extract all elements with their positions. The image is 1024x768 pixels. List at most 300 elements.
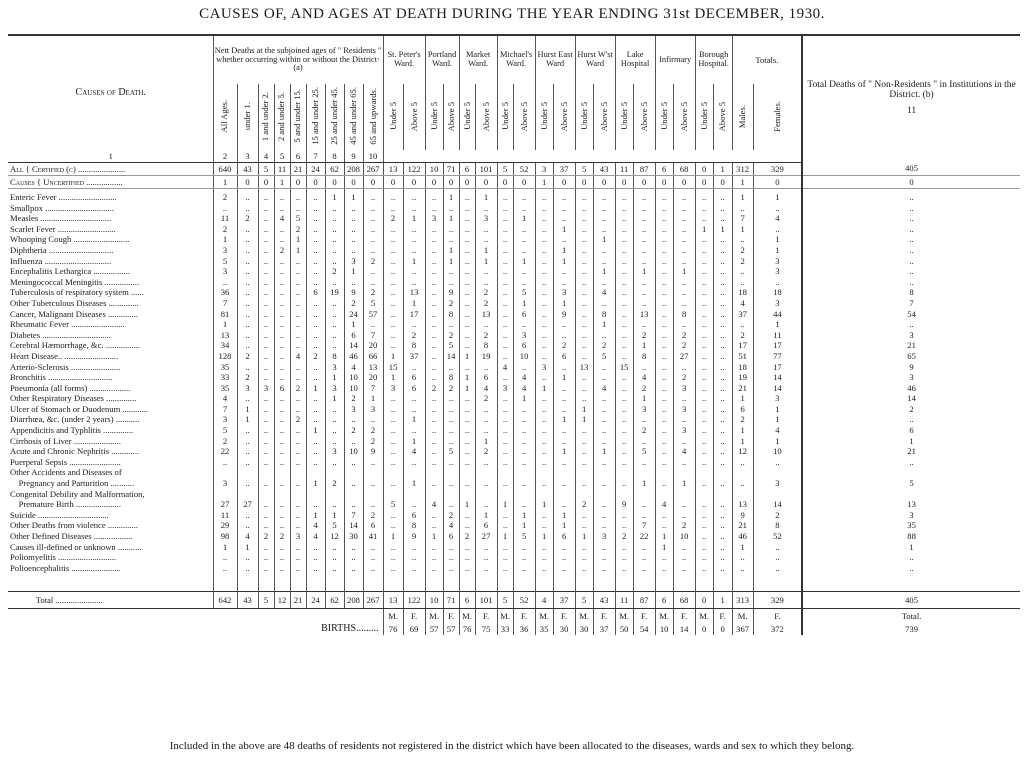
cause-value: .. xyxy=(274,542,290,553)
cause-value: .. xyxy=(274,362,290,373)
cause-value: 1 xyxy=(306,425,325,436)
all-causes-certified-value: 0 xyxy=(695,163,713,176)
cause-value: .. xyxy=(237,393,258,404)
table-row xyxy=(8,234,1020,245)
cause-value: 3 xyxy=(802,330,1020,341)
total-value: 68 xyxy=(673,592,695,609)
cause-value: .. xyxy=(274,330,290,341)
cause-value: 2 xyxy=(274,531,290,542)
births-value: 75 xyxy=(475,622,497,635)
cause-value: .. xyxy=(615,383,633,394)
cause-value: .. xyxy=(553,266,575,277)
cause-value: 9 xyxy=(802,362,1020,373)
cause-value: .. xyxy=(258,309,274,320)
under-5-header xyxy=(655,84,673,150)
cause-value: .. xyxy=(213,277,237,288)
cause-value: .. xyxy=(290,510,306,521)
total-value: 52 xyxy=(513,592,535,609)
cause-value: 66 xyxy=(363,351,383,362)
cause-value: .. xyxy=(575,213,593,224)
cause-value: .. xyxy=(290,189,306,203)
cause-value: 8 xyxy=(802,287,1020,298)
cause-value: 1 xyxy=(459,372,475,383)
cause-value: .. xyxy=(237,340,258,351)
cause-value: 17 xyxy=(753,340,802,351)
above-5-header-label: Above 5 xyxy=(518,101,529,131)
cause-value: .. xyxy=(258,372,274,383)
spacer-cell xyxy=(695,573,713,592)
cause-value: .. xyxy=(290,266,306,277)
cause-value: .. xyxy=(593,298,615,309)
cause-value: 2 xyxy=(753,510,802,521)
cause-value: .. xyxy=(535,213,553,224)
cause-value: .. xyxy=(290,287,306,298)
cause-value: .. xyxy=(363,499,383,510)
cause-value: .. xyxy=(553,234,575,245)
cause-value: .. xyxy=(633,298,655,309)
cause-label: Rheumatic Fever ......................... xyxy=(10,319,125,330)
cause-value: .. xyxy=(593,457,615,468)
cause-value: .. xyxy=(575,256,593,267)
cause-value: .. xyxy=(695,542,713,553)
cause-label: Meningococcal Meningitis ................ xyxy=(10,276,139,287)
cause-value: 5 xyxy=(325,520,344,531)
all-causes-uncertified-value: 0 xyxy=(383,176,403,189)
all-causes-certified-value: 11 xyxy=(615,163,633,176)
cause-value: 27 xyxy=(673,351,695,362)
cause-value: .. xyxy=(306,224,325,235)
cause-value xyxy=(425,489,443,500)
cause-value: .. xyxy=(425,563,443,574)
cause-value: .. xyxy=(633,414,655,425)
cause-value: 11 xyxy=(213,510,237,521)
cause-value: .. xyxy=(475,457,497,468)
spacer-cell xyxy=(403,573,425,592)
cause-value: 2 xyxy=(673,330,695,341)
cause-value: .. xyxy=(258,256,274,267)
total-value: 267 xyxy=(363,592,383,609)
cause-value: 1 xyxy=(553,298,575,309)
cause-value: .. xyxy=(615,351,633,362)
cause-value: .. xyxy=(258,287,274,298)
cause-value: 2 xyxy=(802,404,1020,415)
cause-value: .. xyxy=(695,531,713,542)
cause-value: .. xyxy=(237,203,258,214)
cause-value: .. xyxy=(237,319,258,330)
births-sex-header: M. xyxy=(459,609,475,623)
cause-value: 4 xyxy=(443,520,459,531)
spacer-cell xyxy=(290,573,306,592)
cause-value: .. xyxy=(695,319,713,330)
cause-value: 1 xyxy=(753,189,802,203)
cause-value: .. xyxy=(615,404,633,415)
column-number: 2 xyxy=(213,150,237,163)
cause-value: .. xyxy=(513,189,535,203)
table-row xyxy=(8,372,1020,383)
cause-value: 1 xyxy=(475,245,497,256)
cause-value: 1 xyxy=(575,404,593,415)
spacer-cell xyxy=(443,573,459,592)
cause-value: .. xyxy=(325,542,344,553)
cause-value: .. xyxy=(290,203,306,214)
cause-value xyxy=(633,467,655,478)
cause-value: .. xyxy=(383,298,403,309)
cause-value: .. xyxy=(325,436,344,447)
cause-value: 2 xyxy=(475,393,497,404)
cause-value: .. xyxy=(443,234,459,245)
total-value: 24 xyxy=(306,592,325,609)
cause-value: .. xyxy=(802,234,1020,245)
cause-value: 1 xyxy=(633,266,655,277)
cause-value: .. xyxy=(732,552,753,563)
cause-value: .. xyxy=(425,372,443,383)
all-causes-certified-value: 329 xyxy=(753,163,802,176)
cause-value xyxy=(732,467,753,478)
cause-value: .. xyxy=(383,266,403,277)
cause-value: .. xyxy=(513,277,535,288)
cause-value: 17 xyxy=(403,309,425,320)
cause-label: Appendicitis and Typhlitis .............. xyxy=(10,425,134,436)
cause-value: .. xyxy=(306,319,325,330)
cause-value: .. xyxy=(713,189,732,203)
cause-value: .. xyxy=(575,266,593,277)
cause-value: .. xyxy=(553,330,575,341)
cause-value: .. xyxy=(383,203,403,214)
cause-value: 5 xyxy=(443,446,459,457)
cause-value: 41 xyxy=(363,531,383,542)
cause-value: .. xyxy=(383,287,403,298)
all-causes-uncertified-value: 0 xyxy=(290,176,306,189)
cause-value xyxy=(363,467,383,478)
cause-value: 2 xyxy=(673,520,695,531)
cause-value: 2 xyxy=(475,287,497,298)
cause-value: 30 xyxy=(344,531,363,542)
cause-value: .. xyxy=(213,457,237,468)
cause-value: 6 xyxy=(306,287,325,298)
cause-value: 13 xyxy=(475,309,497,320)
cause-value: .. xyxy=(497,256,513,267)
cause-value: 12 xyxy=(325,531,344,542)
totals-header: Totals. xyxy=(732,35,802,84)
cause-value: 6 xyxy=(274,383,290,394)
cause-value: 1 xyxy=(459,383,475,394)
cause-value: 1 xyxy=(553,224,575,235)
cause-value: .. xyxy=(290,330,306,341)
cause-value: .. xyxy=(535,203,553,214)
above-5-header-label: Above 5 xyxy=(678,101,689,131)
cause-value: .. xyxy=(475,224,497,235)
cause-value: .. xyxy=(575,457,593,468)
spacer-cell xyxy=(274,573,290,592)
cause-value: .. xyxy=(403,404,425,415)
cause-value: .. xyxy=(553,189,575,203)
cause-value: .. xyxy=(497,414,513,425)
causes-table xyxy=(8,34,1020,635)
cause-value: .. xyxy=(290,436,306,447)
cause-value: 1 xyxy=(403,213,425,224)
cause-value: 18 xyxy=(732,287,753,298)
cause-value: .. xyxy=(802,414,1020,425)
cause-value: .. xyxy=(713,552,732,563)
total-value: 6 xyxy=(655,592,673,609)
spacer-cell xyxy=(383,573,403,592)
cause-value: 19 xyxy=(732,372,753,383)
cause-value: .. xyxy=(695,446,713,457)
cause-value: .. xyxy=(290,393,306,404)
cause-value: .. xyxy=(425,319,443,330)
cause-value: .. xyxy=(513,552,535,563)
cause-value: .. xyxy=(535,510,553,521)
table-row xyxy=(8,383,1020,394)
cause-value: .. xyxy=(363,414,383,425)
cause-value: 4 xyxy=(513,372,535,383)
cause-value: 2 xyxy=(213,224,237,235)
cause-value xyxy=(802,467,1020,478)
all-causes-uncertified-value: 0 xyxy=(633,176,655,189)
cause-value: .. xyxy=(363,277,383,288)
table-row xyxy=(8,404,1020,415)
cause-value: .. xyxy=(633,287,655,298)
cause-value: 6 xyxy=(403,510,425,521)
all-causes-uncertified-value: 0 xyxy=(443,176,459,189)
cause-value: .. xyxy=(459,277,475,288)
cause-value: .. xyxy=(290,362,306,373)
cause-value: .. xyxy=(553,213,575,224)
cause-value: .. xyxy=(535,266,553,277)
cause-value: .. xyxy=(553,499,575,510)
cause-value: .. xyxy=(673,203,695,214)
total-value: 62 xyxy=(325,592,344,609)
cause-value: 6 xyxy=(475,372,497,383)
cause-value: 51 xyxy=(732,351,753,362)
cause-value: .. xyxy=(403,552,425,563)
cause-value: 3 xyxy=(213,245,237,256)
cause-value: .. xyxy=(732,234,753,245)
cause-value: .. xyxy=(403,277,425,288)
cause-value: .. xyxy=(655,393,673,404)
cause-value: .. xyxy=(535,446,553,457)
births-sex-header: M. xyxy=(732,609,753,623)
total-value: 11 xyxy=(615,592,633,609)
spacer-cell xyxy=(553,573,575,592)
age-column-header xyxy=(306,84,325,150)
cause-value: .. xyxy=(325,425,344,436)
age-column-header xyxy=(344,84,363,150)
total-value: 5 xyxy=(258,592,274,609)
cause-value: .. xyxy=(459,203,475,214)
cause-value: .. xyxy=(459,510,475,521)
cause-value: .. xyxy=(673,552,695,563)
cause-label: Other Respiratory Diseases .............. xyxy=(10,393,137,404)
cause-value: .. xyxy=(237,563,258,574)
cause-value: 9 xyxy=(732,510,753,521)
cause-value: .. xyxy=(258,436,274,447)
total-value: 21 xyxy=(290,592,306,609)
cause-value: .. xyxy=(237,330,258,341)
cause-value: .. xyxy=(274,393,290,404)
cause-value: .. xyxy=(459,340,475,351)
cause-value: .. xyxy=(633,499,655,510)
births-value: 33 xyxy=(497,622,513,635)
spacer-cell xyxy=(753,573,802,592)
page-title: CAUSES OF, AND AGES AT DEATH DURING THE YEAR ENDING 31st DECEMBER, 1930. xyxy=(199,6,825,22)
all-causes-certified-value: 640 xyxy=(213,163,237,176)
cause-value: 1 xyxy=(593,446,615,457)
spacer-cell xyxy=(237,573,258,592)
cause-value: .. xyxy=(274,309,290,320)
total-value: 43 xyxy=(593,592,615,609)
cause-value: 1 xyxy=(237,404,258,415)
cause-value: .. xyxy=(695,393,713,404)
cause-value: .. xyxy=(655,457,673,468)
cause-value: 98 xyxy=(213,531,237,542)
cause-value: .. xyxy=(802,245,1020,256)
above-5-header xyxy=(593,84,615,150)
cause-value: 65 xyxy=(802,351,1020,362)
cause-value: 4 xyxy=(237,531,258,542)
cause-value: 1 xyxy=(383,531,403,542)
cause-value: .. xyxy=(575,383,593,394)
total-value: 6 xyxy=(459,592,475,609)
cause-value: .. xyxy=(497,330,513,341)
all-causes-uncertified-value: 0 xyxy=(459,176,475,189)
age-column-header-label: 15 and under 25. xyxy=(309,87,320,146)
cause-value: .. xyxy=(443,362,459,373)
all-causes-certified-value: 43 xyxy=(593,163,615,176)
total-value: 5 xyxy=(575,592,593,609)
cause-value: .. xyxy=(425,425,443,436)
cause-value: 2 xyxy=(306,351,325,362)
cause-value: 4 xyxy=(475,383,497,394)
births-value: 0 xyxy=(695,622,713,635)
cause-value: .. xyxy=(575,446,593,457)
cause-value: 13 xyxy=(802,499,1020,510)
cause-value: .. xyxy=(258,224,274,235)
cause-value: .. xyxy=(425,351,443,362)
cause-value: 4 xyxy=(213,393,237,404)
cause-value: 1 xyxy=(475,189,497,203)
age-column-header-label: 45 and under 65. xyxy=(347,87,358,146)
under-5-header xyxy=(575,84,593,150)
cause-value: 1 xyxy=(593,266,615,277)
all-causes-uncertified-value: 0 xyxy=(497,176,513,189)
cause-value: .. xyxy=(213,203,237,214)
table-row xyxy=(8,563,1020,574)
cause-value: .. xyxy=(403,189,425,203)
cause-value: .. xyxy=(258,277,274,288)
cause-value: .. xyxy=(237,446,258,457)
ward-header: Michael's Ward. xyxy=(497,35,535,84)
table-row xyxy=(8,189,1020,203)
cause-value: .. xyxy=(513,542,535,553)
cause-value: .. xyxy=(497,224,513,235)
cause-value: .. xyxy=(306,372,325,383)
cause-value: 1 xyxy=(753,319,802,330)
cause-value xyxy=(753,489,802,500)
births-sex-header: F. xyxy=(513,609,535,623)
cause-value: 3 xyxy=(213,266,237,277)
cause-value: 1 xyxy=(553,256,575,267)
cause-value: 8 xyxy=(673,309,695,320)
all-causes-certified-value: 267 xyxy=(363,163,383,176)
under-5-header-label: Under 5 xyxy=(461,102,472,131)
all-causes-certified-value: 6 xyxy=(459,163,475,176)
cause-value: 8 xyxy=(633,351,655,362)
age-column-header xyxy=(274,84,290,150)
table-row xyxy=(8,203,1020,214)
age-column-header-label: All Ages. xyxy=(219,99,230,133)
cause-value: .. xyxy=(615,414,633,425)
cause-value: 15 xyxy=(615,362,633,373)
total-value: 43 xyxy=(237,592,258,609)
cause-value: .. xyxy=(459,414,475,425)
cause-value: .. xyxy=(274,189,290,203)
cause-value: .. xyxy=(363,234,383,245)
cause-value: .. xyxy=(325,499,344,510)
cause-value: 2 xyxy=(443,383,459,394)
cause-value: .. xyxy=(655,234,673,245)
age-column-header-label: 65 and upwards. xyxy=(367,87,378,145)
cause-value: .. xyxy=(258,362,274,373)
cause-value: .. xyxy=(535,277,553,288)
cause-value: 20 xyxy=(363,372,383,383)
cause-value: .. xyxy=(497,372,513,383)
cause-value xyxy=(383,467,403,478)
cause-value: .. xyxy=(633,213,655,224)
table-row xyxy=(8,446,1020,457)
cause-value: 4 xyxy=(306,520,325,531)
cause-value: 1 xyxy=(383,351,403,362)
cause-value xyxy=(459,467,475,478)
births-sex-header: F. xyxy=(475,609,497,623)
cause-value: .. xyxy=(274,499,290,510)
table-row xyxy=(8,319,1020,330)
cause-value: .. xyxy=(575,234,593,245)
cause-value: 1 xyxy=(802,542,1020,553)
cause-label: Measles ................................. xyxy=(10,213,112,224)
cause-value: .. xyxy=(535,319,553,330)
cause-value: .. xyxy=(497,404,513,415)
table-row xyxy=(8,436,1020,447)
cause-value: .. xyxy=(673,234,695,245)
cause-value: .. xyxy=(593,414,615,425)
spacer-cell xyxy=(673,573,695,592)
cause-label: Other Defined Diseases .................. xyxy=(10,531,133,541)
cause-label: Cancer, Malignant Diseases .............. xyxy=(10,308,139,319)
cause-value: .. xyxy=(363,319,383,330)
cause-value: .. xyxy=(655,319,673,330)
cause-value: .. xyxy=(443,414,459,425)
cause-value: 1 xyxy=(513,256,535,267)
cause-value: 6 xyxy=(802,425,1020,436)
cause-value: 1 xyxy=(443,213,459,224)
cause-value xyxy=(655,489,673,500)
cause-value xyxy=(258,467,274,478)
cause-value: 1 xyxy=(306,478,325,489)
cause-value: .. xyxy=(732,277,753,288)
cause-value: .. xyxy=(306,309,325,320)
cause-value: .. xyxy=(403,457,425,468)
cause-value: .. xyxy=(655,213,673,224)
cause-value: 1 xyxy=(553,372,575,383)
spacer-cell xyxy=(802,573,1020,592)
cause-value: 3 xyxy=(425,213,443,224)
cause-value: .. xyxy=(575,425,593,436)
cause-value: .. xyxy=(425,446,443,457)
cause-value: .. xyxy=(306,446,325,457)
cause-value: 7 xyxy=(213,404,237,415)
cause-value: .. xyxy=(673,224,695,235)
